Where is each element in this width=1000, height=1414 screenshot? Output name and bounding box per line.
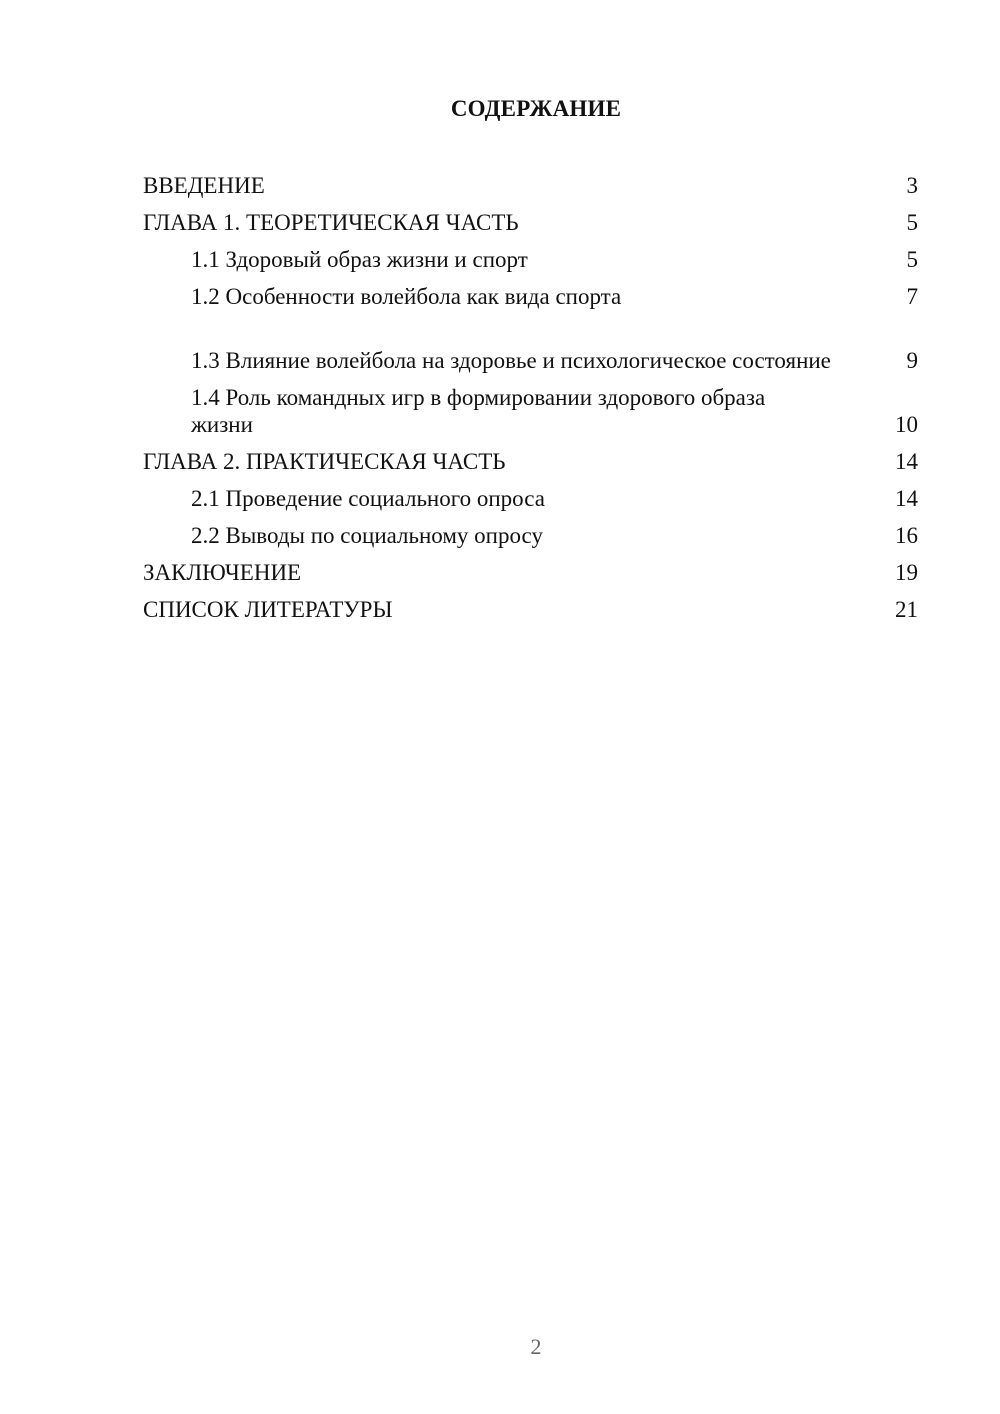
toc-entry-section-2-1[interactable]: [143, 481, 918, 518]
toc-entry-page: 19: [895, 560, 918, 585]
toc-entry-chapter-1[interactable]: [143, 205, 918, 242]
toc-entry-references[interactable]: [143, 592, 918, 629]
toc-entry-section-1-3[interactable]: [143, 316, 918, 380]
toc-entry-page: 21: [895, 597, 918, 622]
page-number: 2: [530, 1334, 542, 1359]
toc-entry-label: СПИСОК ЛИТЕРАТУРЫ: [143, 597, 393, 622]
toc-entry-label: ГЛАВА 1. ТЕОРЕТИЧЕСКАЯ ЧАСТЬ: [143, 210, 519, 235]
toc-entry-chapter-2[interactable]: [143, 444, 918, 481]
toc-entry-label: 1.3 Влияние волейбола на здоровье и психологическое состояние: [191, 348, 831, 373]
toc-entry-conclusion[interactable]: [143, 555, 918, 592]
toc-entry-label: ГЛАВА 2. ПРАКТИЧЕСКАЯ ЧАСТЬ: [143, 449, 506, 474]
toc-entry-label: ЗАКЛЮЧЕНИЕ: [143, 560, 302, 585]
toc-entry-section-2-2[interactable]: [143, 518, 918, 555]
toc-entry-page: 14: [895, 449, 918, 474]
toc-entry-page: 16: [895, 523, 918, 548]
table-of-contents: [143, 168, 918, 629]
toc-entry-page: 14: [895, 486, 918, 511]
toc-entry-label: 1.1 Здоровый образ жизни и спорт: [191, 247, 528, 272]
toc-entry-label: ВВЕДЕНИЕ: [143, 173, 265, 198]
toc-entry-label: 1.4 Роль командных игр в формировании здорового образа жизни: [191, 385, 766, 437]
toc-entry-page: 5: [906, 247, 918, 272]
toc-entry-introduction[interactable]: [143, 168, 918, 205]
toc-entry-page: 3: [906, 173, 918, 198]
toc-entry-page: 10: [895, 412, 918, 437]
toc-entry-page: 9: [906, 348, 918, 373]
toc-entry-label: 2.2 Выводы по социальному опросу: [191, 523, 543, 548]
toc-entry-page: 7: [906, 284, 918, 309]
toc-entry-label: 1.2 Особенности волейбола как вида спорта: [191, 284, 622, 309]
toc-entry-label: 2.1 Проведение социального опроса: [191, 486, 545, 511]
toc-entry-section-1-2[interactable]: [143, 279, 918, 316]
toc-entry-page: 5: [906, 210, 918, 235]
toc-entry-section-1-4[interactable]: [143, 380, 918, 444]
page-title: СОДЕРЖАНИЕ: [450, 96, 622, 121]
toc-entry-section-1-1[interactable]: [143, 242, 918, 279]
